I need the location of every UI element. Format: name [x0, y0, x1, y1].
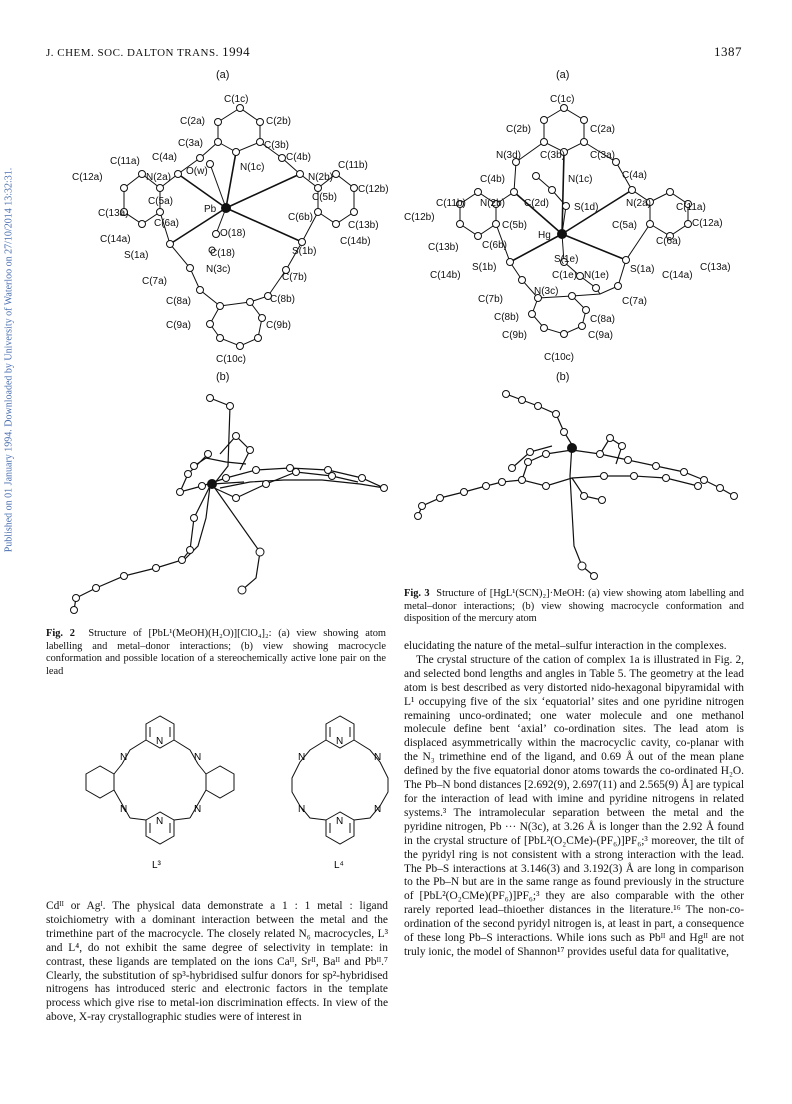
nitrogen-label: N: [156, 816, 164, 827]
atom-label: S(1a): [124, 250, 149, 261]
atom-label: C(2d): [524, 198, 550, 209]
atom-label: S(1e): [554, 254, 579, 265]
atom-label: C(7b): [478, 294, 504, 305]
atom-label: C(3a): [590, 150, 616, 161]
atom-label: C(8b): [494, 312, 520, 323]
atom-label: C(9a): [166, 320, 192, 331]
nitrogen-label: N: [336, 736, 344, 747]
atom-label: C(6b): [288, 212, 314, 223]
right-column-text: [404, 640, 744, 960]
atom-label: C(12b): [404, 212, 435, 223]
atom-label: C(11a): [676, 202, 706, 213]
body-paragraph: Cdᴵᴵ or Agᴵ. The physical data demonstrate a 1 : 1 metal : ligand stoichiometry with a dominant interaction between the metal and the trimethine part of the macrocycle. The closely related N₆ macrocycles, L³ and L⁴, do not exhibit the same degree of selectivity in template: in contrast, these ligands are templated on the ions Caᴵᴵ, Srᴵᴵ, Baᴵᴵ and Pbᴵᴵ.⁷ Clearly, the substitution of sp³-hybridised sulfur donors for sp²-hybridised nitrogens has introduced steric and electronic factors in the template process which give rise to metal-ion discrimination effects. In view of the above, X-ray crystallographic studies were of interest in: [46, 900, 388, 1024]
atom-label: C(3b): [540, 150, 566, 161]
atom-label: N(2b): [308, 172, 334, 183]
atom-label: S(1a): [630, 264, 655, 275]
nitrogen-label: N: [120, 752, 128, 763]
atom-label: C(4b): [286, 152, 312, 163]
body-paragraph: elucidating the nature of the metal–sulfur interaction in the complexes.: [404, 640, 727, 652]
ligand-structures-drawing: [60, 700, 400, 880]
fig3-panel-a: [404, 66, 744, 366]
atom-label: C(4b): [480, 174, 506, 185]
atom-label: C(5b): [502, 220, 528, 231]
atom-label: C(14a): [100, 234, 131, 245]
atom-label: C(1c): [550, 94, 575, 105]
atom-label: C(9b): [266, 320, 292, 331]
atom-label: C(10c): [216, 354, 247, 365]
atom-label: C(7a): [142, 276, 168, 287]
atom-label: N(2a): [626, 198, 652, 209]
nitrogen-label: N: [298, 804, 306, 815]
atom-label: C(8b): [270, 294, 296, 305]
atom-label: C(3a): [178, 138, 204, 149]
fig3-caption-label: Fig. 3: [404, 588, 430, 599]
fig3a-molecule: [404, 66, 744, 366]
atom-label: C(11b): [436, 198, 466, 209]
atom-label: N(3c): [534, 286, 559, 297]
atom-label: S(1b): [472, 262, 497, 273]
journal-year: 1994: [222, 44, 251, 59]
nitrogen-label: N: [298, 752, 306, 763]
ligand-L4-label: L⁴: [334, 860, 344, 871]
nitrogen-label: N: [374, 752, 382, 763]
atom-label: C(6b): [482, 240, 508, 251]
journal-name: J. CHEM. SOC. DALTON TRANS.: [46, 47, 219, 59]
atom-label: C(1c): [224, 94, 249, 105]
atom-label: C(14b): [340, 236, 371, 247]
atom-label: C(13b): [348, 220, 379, 231]
fig2-caption: [46, 628, 386, 678]
body-paragraph: The crystal structure of the cation of complex 1a is illustrated in Fig. 2, and selected bond lengths and angles in Table 5. The geometry at the lead atom is best described as very distorted nido-hexagonal bipyramidal with L¹ occupying five of the six ‘equatorial’ sites and one pyridine nitrogen remaining unco-ordinated; one water molecule and one methanol molecule define bent ‘axial’ co-ordination sites. The lead atom is displaced asymmetrically within the macrocyclic cavity, co-planar with the N₃ trimethine end of the ligand, and 0.69 Å out of the mean plane defined by the five equatorial donor atoms towards the co-ordinated H₂O. The Pb–N bond distances [2.692(9), 2.697(11) and 2.565(9) Å] are typical for the interaction of lead with imine and pyridine nitrogens in related systems.³ The intramolecular separation between the metal and the pyridine nitrogen, Pb ··· N(3c), at 3.26 Å is longer than the 2.92 Å found in the crystal structure of [PbL²(O₂CMe)-(PF₆)]PF₆;³ moreover, the tilt of the pyridyl ring is not consistent with a strong interaction with the lead. The Pb–S interactions at 3.146(3) and 3.192(3) Å are long in comparison to the Pb–N but are in the same range as found previously in the structure of [PbL²(O₂CMe)(PF₆)]PF₆;³ they are also comparable with the other rarely reported lead–thioether distances in the literature.¹⁶ The non-co-ordination of the second pyridyl nitrogen is, at least in part, a consequence of these long Pb–S interactions. While ions such as Pbᴵᴵ and Hgᴵᴵ are not truly ionic, the model of Shannon¹⁷ provides useful data for qualitative,: [404, 653, 744, 958]
atom-label: C(2b): [506, 124, 532, 135]
atom-label: C(2a): [590, 124, 616, 135]
atom-label: C(3b): [264, 140, 290, 151]
atom-label: S(1d): [574, 202, 599, 213]
running-header: [46, 44, 250, 60]
fig2-caption-label: Fig. 2: [46, 628, 75, 639]
atom-label: O(18): [220, 228, 246, 239]
atom-label: C(14b): [430, 270, 461, 281]
fig2-panel-a: [60, 66, 390, 366]
atom-label: C(1e): [552, 270, 578, 281]
nitrogen-label: N: [374, 804, 382, 815]
atom-label: N(1c): [568, 174, 593, 185]
fig2b-molecule: [60, 366, 400, 622]
atom-label: C(18): [210, 248, 236, 259]
atom-label: C(11a): [110, 156, 140, 167]
atom-label: C(12a): [692, 218, 723, 229]
atom-label: C(5b): [312, 192, 338, 203]
fig2b-panel-label: (b): [216, 371, 230, 383]
nitrogen-label: N: [194, 752, 202, 763]
fig3-panel-b: [404, 366, 744, 580]
download-watermark: [2, 60, 16, 660]
atom-label: C(10c): [544, 352, 575, 363]
atom-label: N(3c): [206, 264, 231, 275]
ligand-L3-label: L³: [152, 860, 161, 871]
atom-label: C(4a): [152, 152, 178, 163]
atom-label: C(9b): [502, 330, 528, 341]
fig2a-panel-label: (a): [216, 69, 230, 81]
page-number: 1387: [714, 44, 742, 59]
fig2-caption-text: Structure of [PbL¹(MeOH)(H₂O)][ClO₄]₂: (a) view showing atom labelling and metal–donor interactions; (b) view showing macrocycle conformation and possible location of a stereochemically active lone pair on the lead: [46, 628, 386, 677]
atom-label: C(11b): [338, 160, 368, 171]
atom-label: O(w): [186, 166, 208, 177]
atom-label: C(12b): [358, 184, 389, 195]
nitrogen-label: N: [156, 736, 164, 747]
atom-label: C(6a): [154, 218, 180, 229]
atom-label: Hg: [538, 230, 551, 241]
atom-label: C(9a): [588, 330, 614, 341]
atom-label: N(2b): [480, 198, 506, 209]
fig3a-panel-label: (a): [556, 69, 570, 81]
atom-label: C(7b): [282, 272, 308, 283]
atom-label: C(14a): [662, 270, 693, 281]
atom-label: C(5a): [612, 220, 638, 231]
atom-label: C(8a): [590, 314, 616, 325]
atom-label: N(1e): [584, 270, 610, 281]
download-note: Published on 01 January 1994. Downloaded by University of Waterloo on 27/10/2014 13:32:31.: [3, 167, 15, 553]
atom-label: N(2a): [146, 172, 172, 183]
atom-label: C(13b): [428, 242, 459, 253]
atom-label: C(13a): [98, 208, 129, 219]
atom-label: C(13a): [700, 262, 731, 273]
atom-label: C(12a): [72, 172, 103, 183]
atom-label: C(6a): [656, 236, 682, 247]
fig3-caption-text: Structure of [HgL¹(SCN)₂]·MeOH: (a) view showing atom labelling and metal–donor interactions; (b) view showing macrocycle conformation and disposition of the mercury atom: [404, 588, 744, 625]
fig3b-molecule: [404, 366, 744, 580]
atom-label: C(8a): [166, 296, 192, 307]
ligand-structures: [60, 700, 400, 880]
nitrogen-label: N: [120, 804, 128, 815]
atom-label: C(5a): [148, 196, 174, 207]
atom-label: Pb: [204, 204, 217, 215]
fig3b-panel-label: (b): [556, 371, 570, 383]
fig2a-molecule: [60, 66, 390, 366]
atom-label: C(4a): [622, 170, 648, 181]
nitrogen-label: N: [336, 816, 344, 827]
atom-label: N(1c): [240, 162, 265, 173]
left-column-text: [46, 900, 388, 1025]
atom-label: N(3d): [496, 150, 522, 161]
fig3-caption: [404, 588, 744, 626]
atom-label: C(2b): [266, 116, 292, 127]
atom-label: C(7a): [622, 296, 648, 307]
atom-label: S(1b): [292, 246, 317, 257]
atom-label: C(2a): [180, 116, 206, 127]
nitrogen-label: N: [194, 804, 202, 815]
fig2-panel-b: [60, 366, 400, 622]
